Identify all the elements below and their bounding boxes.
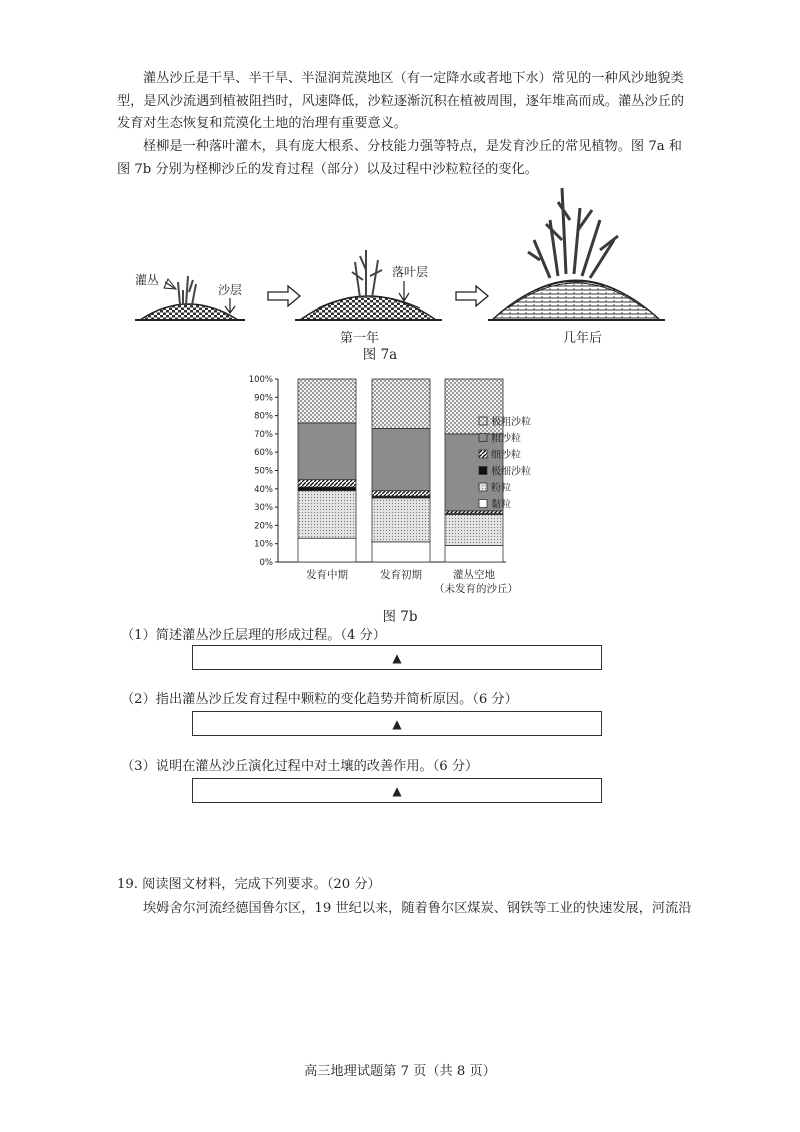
answer-marker: ▲ — [392, 716, 402, 731]
label-litter-layer: 落叶层 — [392, 265, 429, 279]
answer-box-2[interactable] — [192, 711, 602, 736]
bar-segment — [372, 498, 430, 542]
bar-segment — [298, 538, 356, 562]
legend-swatch — [479, 434, 487, 442]
page-footer: 高三地理试题第 7 页（共 8 页） — [304, 1064, 496, 1079]
bar-segment — [445, 546, 503, 562]
y-tick-label: 50% — [254, 466, 273, 477]
legend-label: 粉粒 — [491, 483, 511, 494]
legend-swatch — [479, 483, 487, 491]
question-19-title: 19. 阅读图文材料，完成下列要求。（20 分） — [117, 877, 381, 892]
legend-swatch — [479, 417, 487, 425]
answer-marker: ▲ — [392, 650, 402, 665]
shrub-large-icon — [528, 188, 618, 278]
bar-segment — [298, 379, 356, 423]
y-tick-label: 10% — [254, 539, 273, 550]
legend-label: 黏粒 — [491, 499, 511, 511]
x-tick-label: 灌丛空地 — [453, 569, 495, 581]
bar-segment — [372, 491, 430, 496]
label-sand-layer: 沙层 — [218, 283, 243, 297]
stage-initial — [135, 272, 245, 320]
intro-paragraph-2 — [117, 136, 692, 181]
answer-box-3[interactable] — [192, 778, 602, 803]
bar-segment — [445, 511, 503, 514]
stage-first-year — [295, 250, 442, 346]
bar-segment — [372, 542, 430, 562]
arrow-right-icon — [268, 286, 300, 306]
y-tick-label: 0% — [259, 558, 273, 568]
sand-arrow-icon — [225, 298, 235, 313]
y-tick-label: 70% — [254, 429, 273, 440]
label-shrub: 灌丛 — [135, 273, 160, 287]
shrub-medium-icon — [352, 250, 382, 298]
intro-text-1: 灌丛沙丘是干旱、半干旱、半湿润荒漠地区（有一定降水或者地下水）常见的一种风沙地貌类型，是风沙流遇到植被阻挡时，风速降低，沙粒逐渐沉积在植被周围，逐年堆高而成。灌丛沙丘的发育对生态恢复和荒漠化土地的治理有重要意义。 — [117, 71, 685, 131]
question-19-body: 埃姆舍尔河流经德国鲁尔区，19 世纪以来，随着鲁尔区煤炭、钢铁等工业的快速发展，河流沿 — [143, 901, 692, 916]
bar-segment — [298, 480, 356, 487]
answer-box-1[interactable] — [192, 645, 602, 670]
question-1: （1）简述灌丛沙丘层理的形成过程。（4 分） — [121, 628, 386, 643]
y-tick-label: 40% — [254, 484, 273, 495]
y-tick-label: 90% — [254, 393, 273, 404]
question-2: （2）指出灌丛沙丘发育过程中颗粒的变化趋势并简析原因。（6 分） — [121, 692, 518, 707]
stage-years-later — [488, 188, 665, 346]
arrow-right-icon — [456, 286, 488, 306]
bar-segment — [372, 379, 430, 428]
x-tick-label: 发育中期 — [306, 569, 348, 581]
bar-segment — [298, 487, 356, 491]
y-tick-label: 100% — [248, 375, 273, 385]
shrub-small-icon — [178, 276, 196, 305]
bar-segment — [372, 428, 430, 490]
legend-label: 极粗沙粒 — [491, 417, 531, 428]
y-tick-label: 20% — [254, 521, 273, 532]
bar-segment — [298, 423, 356, 480]
answer-marker: ▲ — [392, 783, 402, 798]
figure-7b-caption: 图 7b — [382, 609, 418, 625]
y-tick-label: 30% — [254, 503, 273, 514]
figure-7b-chart — [238, 370, 558, 605]
legend-label: 极细沙粒 — [491, 466, 531, 478]
chart-bars — [298, 379, 503, 562]
bar-segment — [445, 514, 503, 545]
legend-label: 细沙粒 — [491, 450, 521, 461]
x-category-note: （未发育的沙丘） — [434, 583, 518, 595]
stage-label-first-year: 第一年 — [340, 331, 380, 346]
legend-swatch — [479, 450, 487, 458]
legend-swatch — [479, 467, 487, 475]
intro-paragraph-1 — [117, 68, 692, 136]
y-tick-label: 60% — [254, 448, 273, 459]
chart-x-labels — [306, 568, 518, 595]
y-tick-label: 80% — [254, 411, 273, 422]
question-3: （3）说明在灌丛沙丘演化过程中对土壤的改善作用。（6 分） — [121, 759, 479, 774]
legend-swatch — [479, 500, 487, 508]
intro-text-2: 柽柳是一种落叶灌木，具有庞大根系、分枝能力强等特点，是发育沙丘的常见植物。图 7a 和图 7b 分别为柽柳沙丘的发育过程（部分）以及过程中沙粒粒径的变化。 — [117, 139, 682, 177]
figure-7a-caption: 图 7a — [362, 347, 398, 363]
x-tick-label: 发育初期 — [380, 569, 422, 581]
bar-segment — [298, 491, 356, 539]
figure-7a — [130, 180, 670, 360]
litter-arrow-icon — [399, 281, 409, 301]
stage-label-years-later: 几年后 — [563, 331, 603, 346]
legend-label: 粗沙粒 — [491, 433, 521, 445]
